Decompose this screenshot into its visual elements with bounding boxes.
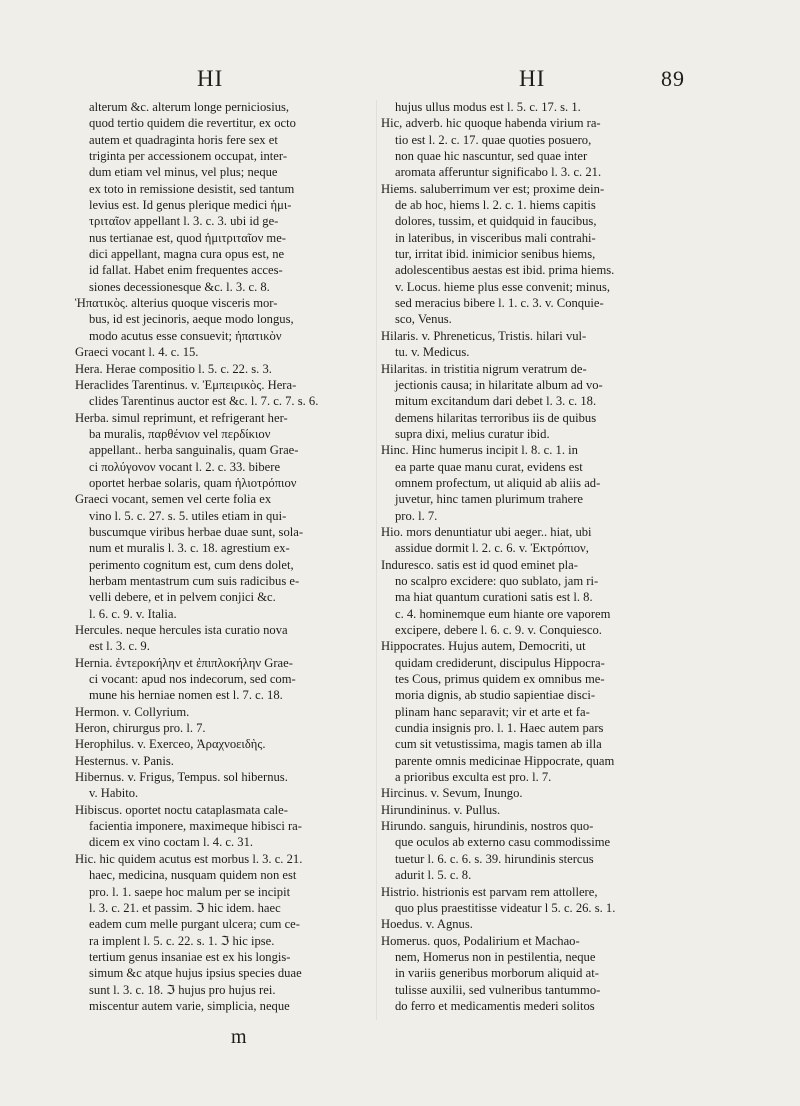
text-line: aromata afferuntur significabo l. 3. c. 21.: [395, 165, 602, 180]
text-line: hujus ullus modus est l. 5. c. 17. s. 1.: [395, 100, 581, 114]
text-line: quo plus praestitisse videatur l 5. c. 26. s. 1.: [395, 900, 616, 915]
text-line: dolores, tussim, et quidquid in faucibus,: [395, 214, 597, 229]
text-line: juvetur, hinc tamen plurimum trahere: [395, 492, 583, 507]
text-line: non quae hic nascuntur, sed quae inter: [395, 149, 588, 164]
text-line: l. 3. c. 21. et passim. ℑ hic idem. haec: [89, 900, 281, 915]
text-line: Hio. mors denuntiatur ubi aeger.. hiat, ubi: [381, 524, 592, 539]
text-line: tu. v. Medicus.: [395, 345, 470, 360]
text-line: mune his herniae nomen est l. 7. c. 18.: [89, 688, 283, 703]
text-line: adurit l. 5. c. 8.: [395, 868, 472, 883]
text-line: sco, Venus.: [395, 312, 452, 327]
text-line: tulisse auxilii, sed vulneribus tantummo-: [395, 982, 601, 997]
text-line: Hera. Herae compositio l. 5. c. 22. s. 3.: [75, 361, 272, 376]
text-line: vino l. 5. c. 27. s. 5. utiles etiam in qui-: [89, 508, 287, 523]
text-line: in variis generibus morborum aliquid at-: [395, 966, 599, 981]
right-column: [381, 99, 677, 1014]
text-line: ba muralis, παρθένιον vel περδίκιον: [89, 426, 271, 441]
text-line: pro. l. 7.: [395, 508, 438, 523]
text-line: v. Locus. hieme plus esse convenit; minus,: [395, 279, 610, 294]
text-line: v. Habito.: [89, 786, 139, 801]
text-line: Hic, adverb. hic quoque habenda virium ra-: [381, 116, 601, 131]
text-line: herbam mentastrum cum suis radicibus e-: [89, 573, 300, 588]
text-line: Graeci vocant, semen vel certe folia ex: [75, 492, 272, 507]
text-line: dici appellant, magna cura opus est, ne: [89, 247, 285, 262]
text-line: ex toto in remissione desistit, sed tantum: [89, 181, 295, 196]
text-line: demens hilaritas terroribus iis de quibus: [395, 410, 597, 425]
text-line: simum &c atque hujus ipsius species duae: [89, 966, 302, 981]
text-line: ci vocant: apud nos indecorum, sed com-: [89, 672, 296, 687]
text-line: tertium genus insaniae est ex his longis-: [89, 949, 291, 964]
text-line: Herba. simul reprimunt, et refrigerant her-: [75, 410, 288, 425]
text-line: quidam crediderunt, discipulus Hippocra-: [395, 655, 605, 670]
text-line: haec, medicina, nusquam quidem non est: [89, 868, 297, 883]
signature-mark: m: [231, 1026, 248, 1048]
text-line: nus tertianae est, quod ἡμιτριταῖον me-: [89, 230, 286, 245]
text-line: est l. 3. c. 9.: [89, 639, 150, 654]
text-line: dum etiam vel minus, vel plus; neque: [89, 165, 278, 180]
text-line: appellant.. herba sanguinalis, quam Grae-: [89, 443, 299, 458]
text-line: dicem ex vino coctam l. 4. c. 31.: [89, 835, 254, 850]
text-line: Hibernus. v. Frigus, Tempus. sol hibernus.: [75, 770, 288, 785]
text-line: num et muralis l. 3. c. 18. agrestium ex-: [89, 541, 290, 556]
text-line: tuetur l. 6. c. 6. s. 39. hirundinis stercus: [395, 851, 594, 866]
text-line: modo acutus esse consuevit; ἡπατικὸν: [89, 328, 282, 343]
text-line: facientia imponere, maximeque hibisci ra-: [89, 819, 302, 834]
text-line: Homerus. quos, Podalirium et Machao-: [381, 933, 580, 948]
text-line: bus, id est jecinoris, aeque modo longus,: [89, 312, 294, 327]
text-line: tur, irritat ibid. inimicior senibus hiems,: [395, 247, 596, 262]
text-line: Ἡπατικὸς. alterius quoque visceris mor-: [75, 296, 278, 311]
text-line: in lateribus, in visceribus mali contrahi-: [395, 230, 596, 245]
text-line: buscumque viribus herbae duae sunt, sola-: [89, 524, 304, 539]
left-column: [75, 99, 371, 1014]
text-line: id fallat. Habet enim frequentes acces-: [89, 263, 283, 278]
running-head-left: HI: [197, 66, 224, 91]
text-line: Hinc. Hinc humerus incipit l. 8. c. 1. in: [381, 443, 578, 458]
text-line: autem et quadraginta horis fere sex et: [89, 132, 278, 147]
text-line: Hiems. saluberrimum ver est; proxime dein-: [381, 181, 605, 196]
text-line: que oculos ab externo casu commodissime: [395, 835, 611, 850]
text-line: nem, Homerus non in pestilentia, neque: [395, 949, 596, 964]
text-line: Hippocrates. Hujus autem, Democriti, ut: [381, 639, 586, 654]
text-line: Hic. hic quidem acutus est morbus l. 3. c. 21.: [75, 851, 303, 866]
text-line: Herophilus. v. Exerceo, Ἀραχνοειδὴς.: [75, 737, 266, 752]
text-line: supra dixi, melius curatur ibid.: [395, 426, 550, 441]
text-line: pro. l. 1. saepe hoc malum per se incipit: [89, 884, 291, 899]
text-line: Hoedus. v. Agnus.: [381, 917, 473, 932]
text-line: no scalpro excidere: quo sublato, jam ri-: [395, 573, 599, 588]
text-line: cundia insignis pro. l. 1. Haec autem pars: [395, 721, 604, 736]
text-line: do ferro et medicamentis mederi solitos: [395, 998, 595, 1013]
text-line: omnem profectum, ut aliquid ab aliis ad-: [395, 475, 601, 490]
text-line: siones decessionesque &c. l. 3. c. 8.: [89, 279, 270, 294]
text-line: mitum excitandum dari debet l. 3. c. 18.: [395, 394, 597, 409]
page-number: 89: [661, 66, 685, 91]
column-gutter: [376, 100, 377, 1020]
text-line: assidue dormit l. 2. c. 6. v. Ἐκτρόπιον,: [395, 541, 589, 556]
text-line: cum sit vetustissima, magis tamen ab illa: [395, 737, 602, 752]
text-line: plinam hanc separavit; vir et arte et fa-: [395, 704, 590, 719]
text-line: levius est. Id genus plerique medici ἡμι-: [89, 198, 292, 213]
text-line: Hirundininus. v. Pullus.: [381, 802, 501, 817]
text-line: ci πολύγονον vocant l. 2. c. 33. bibere: [89, 459, 281, 474]
text-line: a prioribus exculta est pro. l. 7.: [395, 770, 552, 785]
text-line: Hibiscus. oportet noctu cataplasmata cale-: [75, 802, 288, 817]
text-line: Heraclides Tarentinus. v. Ἐμπειρικὸς. Hera-: [75, 377, 297, 392]
text-line: quod tertio quidem die revertitur, ex octo: [89, 116, 296, 131]
text-line: sed meracius bibere l. 1. c. 3. v. Conquie-: [395, 296, 604, 311]
text-line: Hernia. ἐντεροκήλην et ἐπιπλοκήλην Grae-: [75, 655, 293, 670]
text-line: tes Cous, primus quidem ex omnibus me-: [395, 672, 605, 687]
text-line: ra implent l. 5. c. 22. s. 1. ℑ hic ipse.: [89, 933, 275, 948]
text-line: Hircinus. v. Sevum, Inungo.: [381, 786, 523, 801]
text-line: de ab hoc, hiems l. 2. c. 1. hiems capitis: [395, 198, 596, 213]
text-line: perimento cognitum est, cum dens dolet,: [89, 557, 294, 572]
text-line: adolescentibus aestas est ibid. prima hiems.: [395, 263, 615, 278]
text-line: velli debere, et in pelvem conjici &c.: [89, 590, 276, 605]
text-line: Hermon. v. Collyrium.: [75, 704, 190, 719]
text-line: parente omnis medicinae Hippocrate, quam: [395, 753, 615, 768]
text-line: Graeci vocant l. 4. c. 15.: [75, 345, 199, 360]
running-head-right: HI: [519, 66, 546, 91]
text-line: alterum &c. alterum longe perniciosius,: [89, 100, 290, 114]
text-line: jectionis causa; in hilaritate album ad vo-: [395, 377, 603, 392]
text-line: tio est l. 2. c. 17. quae quoties posuero,: [395, 132, 592, 147]
text-line: triginta per accessionem occupat, inter-: [89, 149, 288, 164]
text-line: c. 4. hominemque eum hiante ore vaporem: [395, 606, 611, 621]
text-line: Hesternus. v. Panis.: [75, 753, 174, 768]
text-line: Heron, chirurgus pro. l. 7.: [75, 721, 206, 736]
text-line: sunt l. 3. c. 18. ℑ hujus pro hujus rei.: [89, 982, 276, 997]
text-line: excipere, debere l. 6. c. 9. v. Conquiesco.: [395, 623, 602, 637]
text-line: Histrio. histrionis est parvam rem attollere,: [381, 884, 598, 899]
text-line: eadem cum melle purgant ulcera; cum ce-: [89, 917, 300, 932]
text-line: l. 6. c. 9. v. Italia.: [89, 606, 177, 621]
text-line: miscentur autem varie, simplicia, neque: [89, 998, 290, 1013]
text-line: moria dignis, ab studio sapientiae disci-: [395, 688, 596, 703]
text-line: Hilaritas. in tristitia nigrum veratrum de-: [381, 361, 587, 376]
text-line: ea parte quae manu curat, evidens est: [395, 459, 583, 474]
text-line: Hercules. neque hercules ista curatio nova: [75, 623, 288, 637]
text-line: oportet herbae solaris, quam ἡλιοτρόπιον: [89, 475, 297, 490]
text-line: clides Tarentinus auctor est &c. l. 7. c. 7. s. 6.: [89, 394, 319, 409]
text-line: Hirundo. sanguis, hirundinis, nostros quo-: [381, 819, 594, 834]
text-line: τριταῖον appellant l. 3. c. 3. ubi id ge-: [89, 214, 279, 229]
text-line: Induresco. satis est id quod eminet pla-: [381, 557, 578, 572]
text-line: Hilaris. v. Phreneticus, Tristis. hilari vul-: [381, 328, 587, 343]
text-line: ma hiat quantum curationi satis est l. 8.: [395, 590, 593, 605]
